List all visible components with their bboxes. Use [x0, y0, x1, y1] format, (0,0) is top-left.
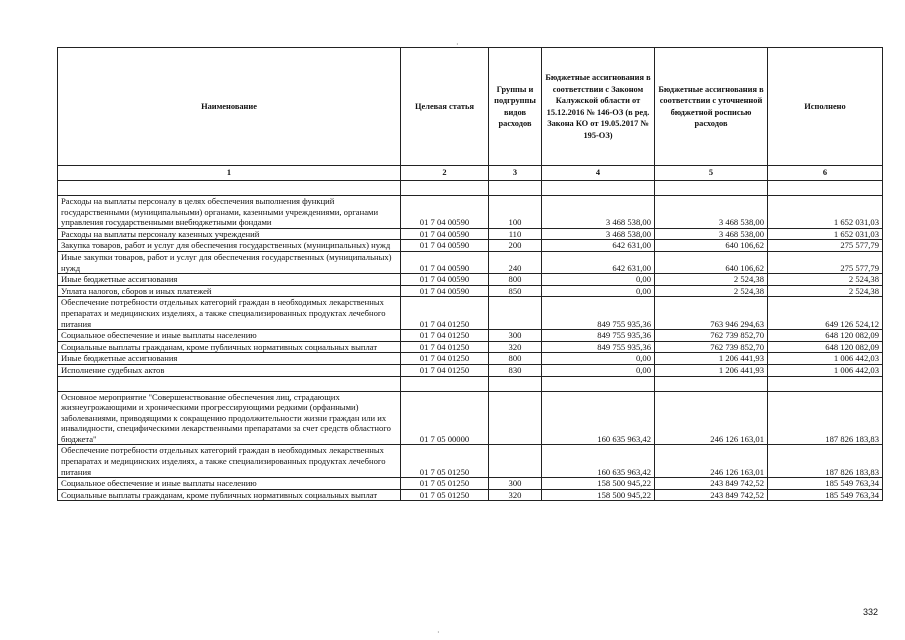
row-code: 01 7 05 01250 [401, 478, 489, 490]
row-code: 01 7 04 01250 [401, 330, 489, 342]
table-row [58, 341, 883, 353]
row-code: 01 7 04 00590 [401, 240, 489, 252]
row-name: Социальное обеспечение и иные выплаты населению [58, 330, 401, 342]
header-col4: Бюджетные ассигнования в соответствии с Законом Калужской области от 15.12.2016 № 146-ОЗ (в ред. Закона КО от 19.05.2017 № 195-ОЗ) [542, 48, 655, 166]
row-value-5: 246 126 163,01 [655, 391, 768, 445]
row-name: Иные бюджетные ассигнования [58, 353, 401, 365]
row-name: Расходы на выплаты персоналу в целях обеспечения выполнения функций государственными (муниципальными) органами, казенными учреждениями, органами управления государственными внебюджетными фондами [58, 196, 401, 229]
row-value-6: 1 006 442,03 [768, 353, 883, 365]
row-value-5: 762 739 852,70 [655, 330, 768, 342]
row-value-6: 1 652 031,03 [768, 196, 883, 229]
row-value-6: 2 524,38 [768, 285, 883, 297]
row-value-5: 763 946 294,63 [655, 297, 768, 330]
row-group: 200 [489, 240, 542, 252]
table-row [58, 285, 883, 297]
table-row [58, 330, 883, 342]
scan-speck: · [437, 628, 440, 637]
table-row [58, 353, 883, 365]
row-value-4: 642 631,00 [542, 251, 655, 273]
row-value-4: 0,00 [542, 285, 655, 297]
row-code: 01 7 04 00590 [401, 196, 489, 229]
table-row [58, 228, 883, 240]
col-number: 1 [58, 166, 401, 181]
row-group: 300 [489, 330, 542, 342]
row-code: 01 7 04 01250 [401, 341, 489, 353]
table-row [58, 274, 883, 286]
row-value-4: 158 500 945,22 [542, 489, 655, 501]
col-number: 3 [489, 166, 542, 181]
row-value-4: 0,00 [542, 274, 655, 286]
header-groups: Группы и подгруппы видов расходов [489, 48, 542, 166]
col-number: 2 [401, 166, 489, 181]
col-number: 5 [655, 166, 768, 181]
row-group: 850 [489, 285, 542, 297]
row-value-5: 640 106,62 [655, 251, 768, 273]
row-group: 800 [489, 274, 542, 286]
row-name: Основное мероприятие "Совершенствование обеспечения лиц, страдающих жизнеугрожающими и хроническими прогрессирующими редкими (орфанными) заболеваниями, приводящими к сокращению продолжительности жизни граждан или их инвалидности, специфическими лекарственными препаратами за счет средств областного бюджета" [58, 391, 401, 445]
row-name: Социальные выплаты гражданам, кроме публичных нормативных социальных выплат [58, 341, 401, 353]
row-group [489, 445, 542, 478]
row-group: 100 [489, 196, 542, 229]
row-value-4: 849 755 935,36 [542, 330, 655, 342]
row-value-5: 1 206 441,93 [655, 353, 768, 365]
row-group: 320 [489, 341, 542, 353]
spacer-row [58, 376, 883, 391]
spacer-row [58, 181, 883, 196]
budget-table [57, 47, 883, 501]
row-name: Обеспечение потребности отдельных категорий граждан в необходимых лекарственных препаратах и медицинских изделиях, а также специализированных продуктах лечебного питания [58, 445, 401, 478]
row-value-5: 243 849 742,52 [655, 478, 768, 490]
row-name: Расходы на выплаты персоналу казенных учреждений [58, 228, 401, 240]
row-name: Закупка товаров, работ и услуг для обеспечения государственных (муниципальных) нужд [58, 240, 401, 252]
row-value-4: 0,00 [542, 353, 655, 365]
column-number-row [58, 166, 883, 181]
row-group: 240 [489, 251, 542, 273]
header-target: Целевая статья [401, 48, 489, 166]
row-value-5: 762 739 852,70 [655, 341, 768, 353]
table-row [58, 196, 883, 229]
table-row [58, 489, 883, 501]
row-value-5: 243 849 742,52 [655, 489, 768, 501]
row-code: 01 7 05 01250 [401, 445, 489, 478]
table-row [58, 297, 883, 330]
row-code: 01 7 04 01250 [401, 364, 489, 376]
row-value-4: 0,00 [542, 364, 655, 376]
row-code: 01 7 05 01250 [401, 489, 489, 501]
header-col6: Исполнено [768, 48, 883, 166]
row-value-5: 2 524,38 [655, 285, 768, 297]
row-code: 01 7 04 01250 [401, 353, 489, 365]
row-group: 110 [489, 228, 542, 240]
header-name: Наименование [58, 48, 401, 166]
row-group: 320 [489, 489, 542, 501]
row-value-4: 849 755 935,36 [542, 341, 655, 353]
row-value-6: 275 577,79 [768, 251, 883, 273]
col-number: 6 [768, 166, 883, 181]
row-value-6: 649 126 524,12 [768, 297, 883, 330]
table-row [58, 364, 883, 376]
row-name: Социальные выплаты гражданам, кроме публичных нормативных социальных выплат [58, 489, 401, 501]
row-value-5: 3 468 538,00 [655, 228, 768, 240]
row-value-5: 2 524,38 [655, 274, 768, 286]
row-value-4: 3 468 538,00 [542, 228, 655, 240]
row-value-6: 648 120 082,09 [768, 341, 883, 353]
row-value-5: 640 106,62 [655, 240, 768, 252]
row-name: Социальное обеспечение и иные выплаты населению [58, 478, 401, 490]
row-value-6: 187 826 183,83 [768, 391, 883, 445]
header-col5: Бюджетные ассигнования в соответствии с уточненной бюджетной росписью расходов [655, 48, 768, 166]
row-group: 800 [489, 353, 542, 365]
row-name: Исполнение судебных актов [58, 364, 401, 376]
row-name: Обеспечение потребности отдельных категорий граждан в необходимых лекарственных препаратах и медицинских изделиях, а также специализированных продуктах лечебного питания [58, 297, 401, 330]
row-value-6: 185 549 763,34 [768, 478, 883, 490]
page-number: 332 [862, 607, 878, 617]
row-group [489, 391, 542, 445]
row-group: 830 [489, 364, 542, 376]
row-value-4: 3 468 538,00 [542, 196, 655, 229]
row-value-6: 275 577,79 [768, 240, 883, 252]
header-row [58, 48, 883, 166]
row-value-6: 1 006 442,03 [768, 364, 883, 376]
row-value-6: 187 826 183,83 [768, 445, 883, 478]
table-row [58, 391, 883, 445]
row-value-5: 246 126 163,01 [655, 445, 768, 478]
col-number: 4 [542, 166, 655, 181]
row-value-5: 1 206 441,93 [655, 364, 768, 376]
scan-speck: · [456, 40, 459, 49]
table-row [58, 445, 883, 478]
table-row [58, 240, 883, 252]
row-name: Уплата налогов, сборов и иных платежей [58, 285, 401, 297]
row-code: 01 7 04 01250 [401, 297, 489, 330]
row-value-6: 185 549 763,34 [768, 489, 883, 501]
row-value-5: 3 468 538,00 [655, 196, 768, 229]
row-name: Иные бюджетные ассигнования [58, 274, 401, 286]
row-name: Иные закупки товаров, работ и услуг для обеспечения государственных (муниципальных) нужд [58, 251, 401, 273]
row-value-6: 648 120 082,09 [768, 330, 883, 342]
row-value-4: 158 500 945,22 [542, 478, 655, 490]
row-value-4: 849 755 935,36 [542, 297, 655, 330]
table-row [58, 251, 883, 273]
row-value-4: 160 635 963,42 [542, 445, 655, 478]
table-row [58, 478, 883, 490]
row-code: 01 7 04 00590 [401, 285, 489, 297]
row-code: 01 7 04 00590 [401, 228, 489, 240]
row-code: 01 7 04 00590 [401, 251, 489, 273]
row-value-4: 642 631,00 [542, 240, 655, 252]
row-group [489, 297, 542, 330]
row-code: 01 7 05 00000 [401, 391, 489, 445]
row-group: 300 [489, 478, 542, 490]
row-value-6: 1 652 031,03 [768, 228, 883, 240]
row-code: 01 7 04 00590 [401, 274, 489, 286]
row-value-6: 2 524,38 [768, 274, 883, 286]
row-value-4: 160 635 963,42 [542, 391, 655, 445]
